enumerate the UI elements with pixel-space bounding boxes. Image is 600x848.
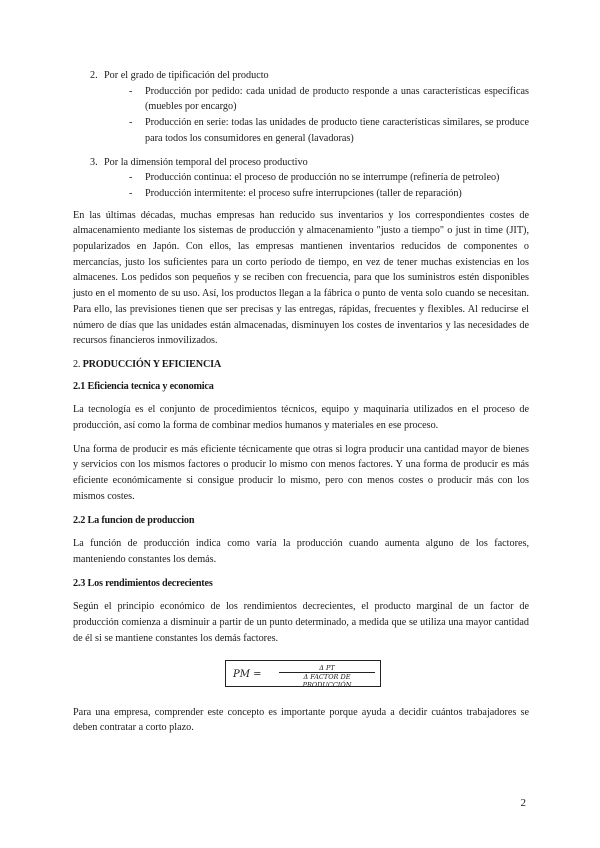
page-number: 2 — [520, 797, 526, 809]
closing-paragraph: Para una empresa, comprender este concepto es importante porque ayuda a decidir cuántos trabajadores se deben contratar a corto plazo. — [73, 706, 529, 734]
jit-paragraph: En las últimas décadas, muchas empresas han reducido sus inventarios y los correspondientes costes de almacenamiento mediante los sistemas de producción y almacenamiento "justo a tiempo" o just in time (JIT), popularizados en Japón. Con ellos, las empresas mantienen inventarios reducidos de componentes o mercancías, justo los suficientes para un corto período de tiempo, en vez de tener muchas existencias en los almacenes. Los pedidos son pequeños y se reciben con frecuencia, para que los suministros estén disponibles justo en el momento de su uso. Así, los productos llegan a la fábrica o punto de venta solo cuando se necesitan. Para ello, las previsiones tienen que ser precisas y las entregas, rápidas, frecuentes y flexibles. Al reducirse el número de días que las unidades están almacenadas, disminuyen los costes de inventarios y las necesidades de recursos financieros inmovilizados. — [73, 209, 529, 347]
list-item-title: Por la dimensión temporal del proceso productivo — [104, 156, 308, 168]
sub-list-item: - Producción intermitente: el proceso sufre interrupciones (taller de reparación) — [104, 186, 529, 202]
section-number: 2. — [73, 358, 81, 370]
formula-fraction — [279, 664, 375, 689]
sub-list — [104, 170, 529, 201]
sub-list-item: - Producción continua: el proceso de producción no se interrumpe (refinería de petroleo) — [104, 170, 529, 186]
dash-bullet: - — [129, 85, 133, 97]
diminishing-returns-paragraph: Según el principio económico de los rendimientos decrecientes, el producto marginal de un factor de producción comienza a disminuir a partir de un punto determinado, a medida que se utiliza una mayor cantidad de él si se mantiene constantes los demás factores. — [73, 601, 529, 644]
sub-list-item: - Producción por pedido: cada unidad de producto responde a unas características específicas (muebles por encargo) — [129, 85, 529, 113]
efficiency-paragraph: Una forma de producir es más eficiente técnicamente que otras si logra producir una cantidad mayor de bienes y servicios con los mismos factores o producir lo mismo con menos factores. Y una forma de producir es más eficiente económicamente si consigue producir lo mismo, pero con menos costes o producir más con los mismos costes. — [73, 443, 529, 502]
list-item-number: 3. — [90, 156, 98, 168]
formula-lhs: PM = — [233, 668, 262, 680]
list-item-title: Por el grado de tipificación del producto — [104, 70, 269, 81]
sub-list — [104, 84, 529, 147]
subsection-heading-2-2: 2.2 La funcion de produccion — [73, 514, 195, 526]
list-item — [73, 68, 529, 147]
list-item — [73, 155, 529, 202]
sub-list-item: - Producción en serie: todas las unidades de producto tiene características similares, se produce para todos los consumidores en general (lavadoras) — [129, 117, 529, 144]
formula-denominator: Δ FACTOR DE PRODUCCIÓN — [302, 672, 352, 689]
dash-bullet: - — [129, 117, 133, 129]
classification-list — [73, 68, 529, 202]
technology-paragraph: La tecnología es el conjunto de procedimientos técnicos, equipo y maquinaria utilizados en el proceso de producción, así como la forma de combinar medios humanos y materiales en ese proceso. — [73, 404, 529, 432]
subsection-heading-2-1: 2.1 Eficiencia tecnica y economica — [73, 380, 214, 392]
section-heading — [73, 357, 529, 373]
subsection-heading-2-3: 2.3 Los rendimientos decrecientes — [73, 577, 213, 589]
marginal-product-formula — [225, 660, 381, 687]
dash-bullet: - — [129, 187, 133, 199]
list-item-number: 2. — [90, 70, 98, 81]
production-function-paragraph: La función de producción indica como varía la producción cuando aumenta alguno de los factores, manteniendo constantes los demás. — [73, 538, 529, 565]
document-page — [73, 68, 529, 736]
dash-bullet: - — [129, 172, 133, 184]
section-title: PRODUCCIÓN Y EFICIENCIA — [82, 358, 222, 370]
formula-numerator: Δ PT — [279, 664, 375, 673]
